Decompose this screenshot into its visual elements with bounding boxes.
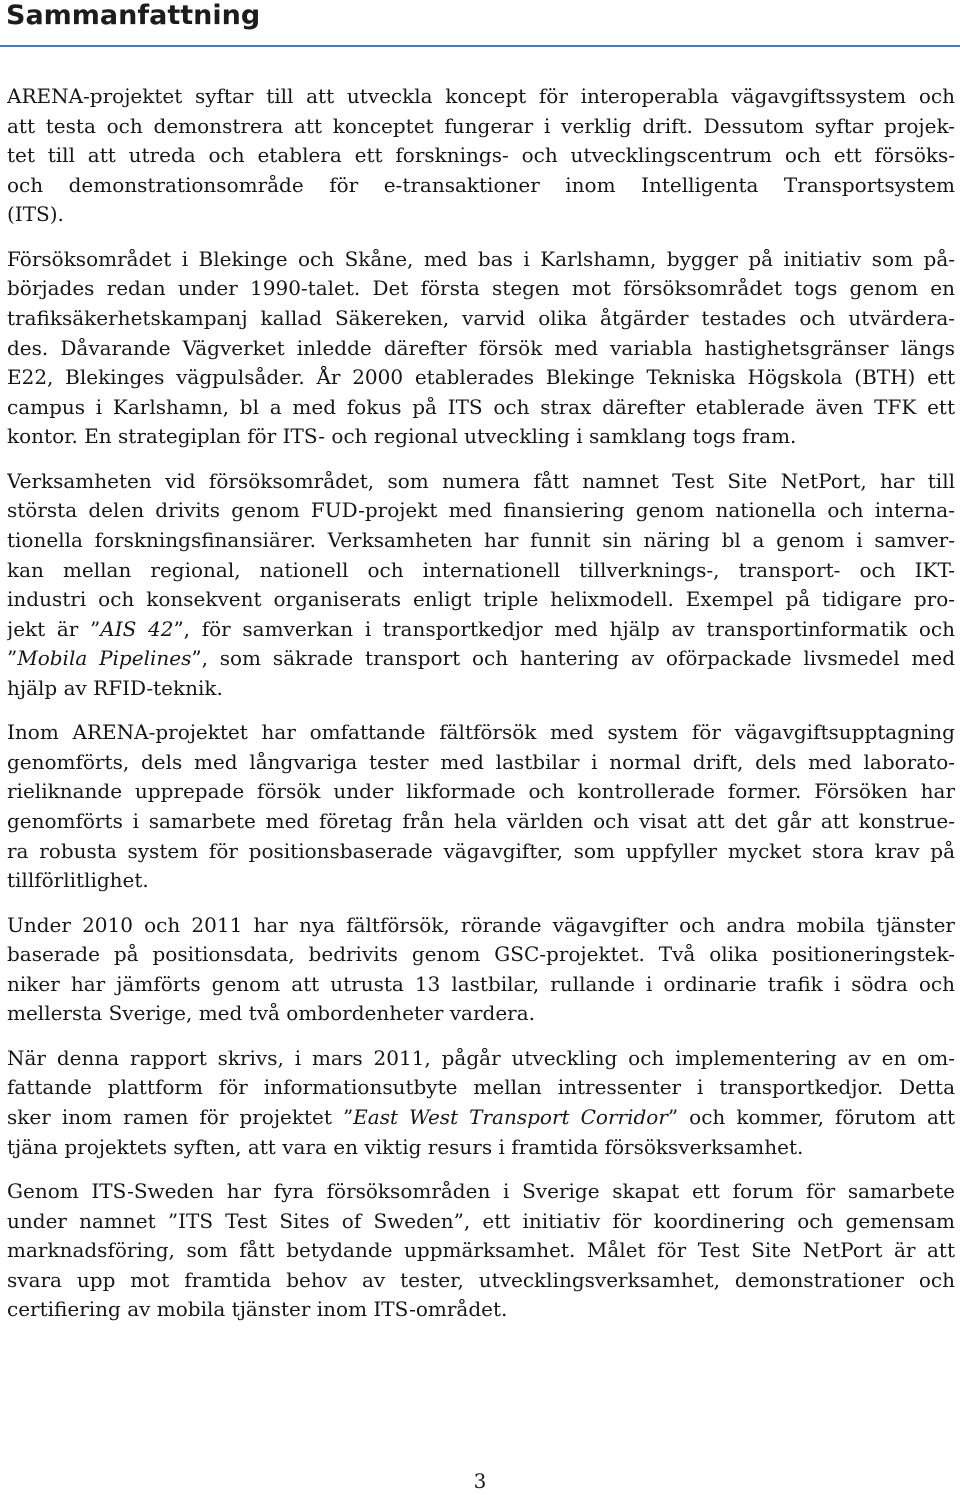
- text-line: största delen drivits genom FUD-projekt med finansiering genom nationella och interna-: [7, 498, 955, 523]
- text-line: jekt är ”AIS 42”, för samverkan i transportkedjor med hjälp av transportinformatik och: [7, 616, 955, 641]
- paragraph-gap: [7, 1162, 955, 1177]
- paragraph: [7, 1177, 955, 1325]
- text-line: baserade på positionsdata, bedrivits genom GSC-projektet. Två olika positioneringstek-: [7, 942, 955, 967]
- text-line: rieliknande upprepade försök under likformade och kontrollerade former. Försöken har: [7, 779, 955, 804]
- section-heading: Sammanfattning: [6, 0, 261, 31]
- text-line: E22, Blekinges vägpulsåder. År 2000 etablerades Blekinge Tekniska Högskola (BTH) ett: [7, 365, 955, 390]
- text-line: ra robusta system för positionsbaserade vägavgifter, som uppfyller mycket stora krav på: [7, 838, 955, 863]
- text-line: tionella forskningsfinansiärer. Verksamheten har funnit sin näring bl a genom i samver-: [7, 527, 955, 552]
- paragraph-gap: [7, 703, 955, 718]
- text-line: certifiering av mobila tjänster inom ITS-området.: [7, 1297, 508, 1322]
- text-line: marknadsföring, som fått betydande uppmärksamhet. Målet för Test Site NetPort är att: [7, 1238, 955, 1263]
- text-line: tillförlitlighet.: [7, 868, 149, 893]
- paragraph-gap: [7, 230, 955, 245]
- paragraph: [7, 467, 955, 704]
- paragraph: [7, 82, 955, 230]
- text-line: mellersta Sverige, med två ombordenheter vardera.: [7, 1001, 535, 1026]
- text-line: campus i Karlshamn, bl a med fokus på ITS och strax därefter etablerade även TFK ett: [7, 394, 955, 419]
- text-line: (ITS).: [7, 202, 64, 227]
- text-line: Försöksområdet i Blekinge och Skåne, med bas i Karlshamn, bygger på initiativ som på-: [7, 246, 955, 271]
- text-line: Genom ITS-Sweden har fyra försöksområden i Sverige skapat ett forum för samarbete: [7, 1178, 955, 1203]
- text-line: fattande plattform för informationsutbyte mellan intressenter i transportkedjor. Detta: [7, 1075, 955, 1100]
- italic-title: Mobila Pipelines: [17, 646, 192, 671]
- text-line: ”Mobila Pipelines”, som säkrade transport och hantering av oförpackade livsmedel med: [7, 646, 955, 671]
- paragraph: [7, 245, 955, 452]
- italic-title: East West Transport Corridor: [353, 1104, 668, 1129]
- text-line: att testa och demonstrera att konceptet fungerar i verklig drift. Dessutom syftar projek-: [7, 113, 955, 138]
- text-line: När denna rapport skrivs, i mars 2011, pågår utveckling och implementering av en om-: [7, 1045, 955, 1070]
- paragraph: [7, 1044, 955, 1162]
- text-line: börjades redan under 1990-talet. Det första stegen mot försöksområdet togs genom en: [7, 276, 955, 301]
- text-line: och demonstrationsområde för e-transaktioner inom Intelligenta Transportsystem: [7, 172, 955, 197]
- text-line: Verksamheten vid försöksområdet, som numera fått namnet Test Site NetPort, har till: [7, 468, 955, 493]
- body-text: [7, 82, 955, 1325]
- text-line: des. Dåvarande Vägverket inledde därefter försök med variabla hastighetsgränser längs: [7, 335, 955, 360]
- text-line: kan mellan regional, nationell och internationell tillverknings-, transport- och IKT-: [7, 557, 955, 582]
- text-line: ARENA-projektet syftar till att utveckla koncept för interoperabla vägavgiftssystem och: [7, 84, 955, 108]
- text-line: sker inom ramen för projektet ”East West Transport Corridor” och kommer, förutom att: [7, 1104, 955, 1129]
- paragraph-gap: [7, 896, 955, 911]
- text-line: under namnet ”ITS Test Sites of Sweden”, ett initiativ för koordinering och gemensam: [7, 1208, 955, 1233]
- text-line: hjälp av RFID-teknik.: [7, 675, 223, 700]
- text-line: kontor. En strategiplan för ITS- och regional utveckling i samklang togs fram.: [7, 424, 797, 449]
- text-line: Inom ARENA-projektet har omfattande fältförsök med system för vägavgiftsupptagning: [7, 720, 955, 745]
- text-line: niker har jämförts genom att utrusta 13 lastbilar, rullande i ordinarie trafik i södra och: [7, 971, 955, 996]
- text-line: svara upp mot framtida behov av tester, utvecklingsverksamhet, demonstrationer och: [7, 1267, 955, 1292]
- text-line: tet till att utreda och etablera ett forsknings- och utvecklingscentrum och ett försöks-: [7, 143, 955, 168]
- text-line: genomförts, dels med långvariga tester med lastbilar i normal drift, dels med laborato-: [7, 749, 955, 774]
- text-line: industri och konsekvent organiserats enligt triple helixmodell. Exempel på tidigare pro-: [7, 587, 955, 612]
- text-line: Under 2010 och 2011 har nya fältförsök, rörande vägavgifter och andra mobila tjänster: [7, 912, 955, 937]
- italic-title: AIS 42: [100, 616, 174, 641]
- paragraph: [7, 718, 955, 896]
- text-line: trafiksäkerhetskampanj kallad Säkereken, varvid olika åtgärder testades och utvärdera-: [7, 305, 955, 330]
- heading-rule: [0, 45, 960, 47]
- page-number: 3: [473, 1469, 487, 1493]
- paragraph-gap: [7, 452, 955, 467]
- paragraph: [7, 911, 955, 1029]
- text-line: genomförts i samarbete med företag från hela världen och visat att det går att konstrue-: [7, 809, 955, 834]
- text-line: tjäna projektets syften, att vara en viktig resurs i framtida försöksverksamhet.: [7, 1134, 804, 1159]
- paragraph-gap: [7, 1029, 955, 1044]
